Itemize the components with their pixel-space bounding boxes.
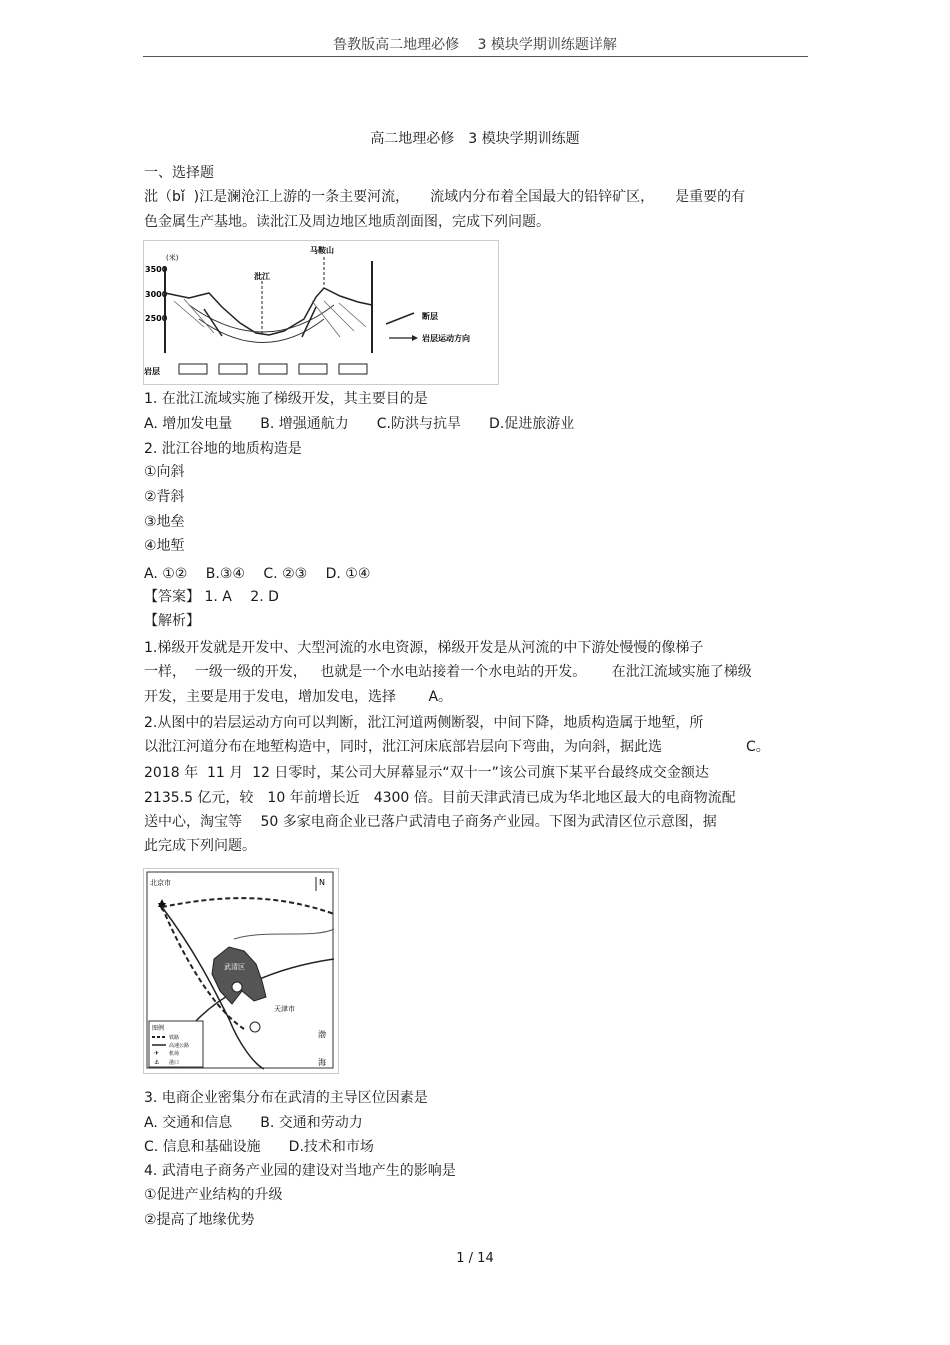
legend-airport-label: 机场 [169, 1051, 180, 1057]
q2-item-2: ②背斜 [144, 489, 185, 505]
q2-item-1: ①向斜 [144, 464, 185, 480]
analysis-line-2: 一样， 一级一级的开发， 也就是一个水电站接着一个水电站的开发。 在沘江流域实施了梯级 [144, 664, 752, 680]
passage-line-1: 2018 年 11 月 12 日零时，某公司大屏幕显示“双十一”该公司旗下某平台最终成交金额达 [144, 765, 709, 781]
y-tick-3000: 3000 [145, 290, 168, 299]
unit-label: (米) [166, 254, 179, 262]
legend-title: 图例 [152, 1025, 165, 1032]
beijing-label: 北京市 [150, 879, 171, 887]
question-2-options: A. ①② B.③④ C. ②③ D. ①④ [144, 566, 371, 582]
page-number: 1 / 14 [456, 1251, 494, 1266]
wuqing-location-map [143, 868, 339, 1074]
answer-line: 【答案】 1. A 2. D [144, 589, 279, 605]
boundary-line [234, 929, 334, 939]
q4-item-2: ②提高了地缘优势 [144, 1212, 255, 1228]
running-header: 鲁教版高二地理必修 3 模块学期训练题详解 [333, 37, 617, 53]
question-1: 1. 在沘江流域实施了梯级开发，其主要目的是 [144, 391, 428, 407]
question-4: 4. 武清电子商务产业园的建设对当地产生的影响是 [144, 1163, 456, 1179]
q2-item-3: ③地垒 [144, 514, 185, 530]
analysis-line-1: 1.梯级开发就是开发中、大型河流的水电资源，梯级开发是从河流的中下游处慢慢的像梯子 [144, 640, 704, 656]
q4-item-1: ①促进产业结构的升级 [144, 1187, 283, 1203]
railway-1 [162, 898, 334, 914]
analysis-line-3: 开发，主要是用于发电，增加发电，选择 A。 [144, 689, 453, 705]
tianjin-center [250, 1022, 260, 1032]
q3-options-line-1: A. 交通和信息 B. 交通和劳动力 [144, 1115, 363, 1131]
y-tick-3500: 3500 [145, 265, 168, 274]
legend-motion-label: 岩层运动方向 [422, 334, 470, 343]
north-label: N [319, 878, 325, 887]
section-heading: 一、选择题 [144, 165, 214, 181]
wuqing-label: 武清区 [224, 963, 245, 971]
stratum-symbol-2 [219, 364, 247, 374]
strata-label: 岩层 [144, 367, 160, 376]
analysis-label: 【解析】 [144, 613, 200, 629]
stratum-symbol-5 [339, 364, 367, 374]
analysis-line-4: 2.从图中的岩层运动方向可以判断，沘江河道两侧断裂，中间下降，地质构造属于地堑，所 [144, 715, 704, 731]
y-tick-2500: 2500 [145, 314, 168, 323]
intro-line-1: 沘（bǐ )江是澜沧江上游的一条主要河流， 流域内分布着全国最大的铅锌矿区， 是重要的有 [144, 189, 746, 205]
stratum-symbol-3 [259, 364, 287, 374]
stratum-symbol-1 [179, 364, 207, 374]
wuqing-center [232, 982, 242, 992]
wuqing-district [212, 947, 266, 1004]
geologic-profile-figure [143, 240, 499, 385]
question-2: 2. 沘江谷地的地质构造是 [144, 441, 302, 457]
tianjin-label: 天津市 [274, 1005, 295, 1013]
mountain-label: 马鞍山 [310, 246, 334, 255]
fault-line-right [302, 307, 316, 337]
passage-line-4: 此完成下列问题。 [144, 838, 256, 854]
legend-airport-icon: ✈ [154, 1050, 160, 1057]
document-title: 高二地理必修 3 模块学期训练题 [370, 131, 580, 147]
legend-highway-label: 高速公路 [169, 1043, 190, 1049]
legend-railway-label: 铁路 [169, 1035, 180, 1041]
question-3: 3. 电商企业密集分布在武清的主导区位因素是 [144, 1090, 428, 1106]
legend-port-label: 港口 [169, 1060, 180, 1066]
q3-options-line-2: C. 信息和基础设施 D.技术和市场 [144, 1139, 374, 1155]
legend-fault-symbol [386, 313, 414, 324]
question-1-options: A. 增加发电量 B. 增强通航力 C.防洪与抗旱 D.促进旅游业 [144, 416, 575, 432]
river-label: 沘江 [254, 272, 270, 281]
bohai-label-2: 海 [318, 1058, 326, 1067]
legend-motion-arrowhead [412, 335, 418, 341]
legend-fault-label: 断层 [422, 312, 438, 321]
analysis-line-5: 以沘江河道分布在地堑构造中，同时，沘江河床底部岩层向下弯曲，为向斜，据此选 C。 [144, 739, 770, 755]
q2-item-4: ④地堑 [144, 538, 185, 554]
stratum-symbol-4 [299, 364, 327, 374]
intro-line-2: 色金属生产基地。读沘江及周边地区地质剖面图，完成下列问题。 [144, 214, 550, 230]
legend-port-icon: ⚓ [154, 1059, 160, 1066]
passage-line-2: 2135.5 亿元，较 10 年前增长近 4300 倍。目前天津武清已成为华北地区最大的电商物流配 [144, 790, 736, 806]
passage-line-3: 送中心，淘宝等 50 多家电商企业已落户武清电子商务产业园。下图为武清区位示意图，据 [144, 814, 717, 830]
bohai-label-1: 渤 [318, 1030, 326, 1039]
header-rule [143, 56, 808, 57]
terrain-surface [165, 288, 372, 335]
